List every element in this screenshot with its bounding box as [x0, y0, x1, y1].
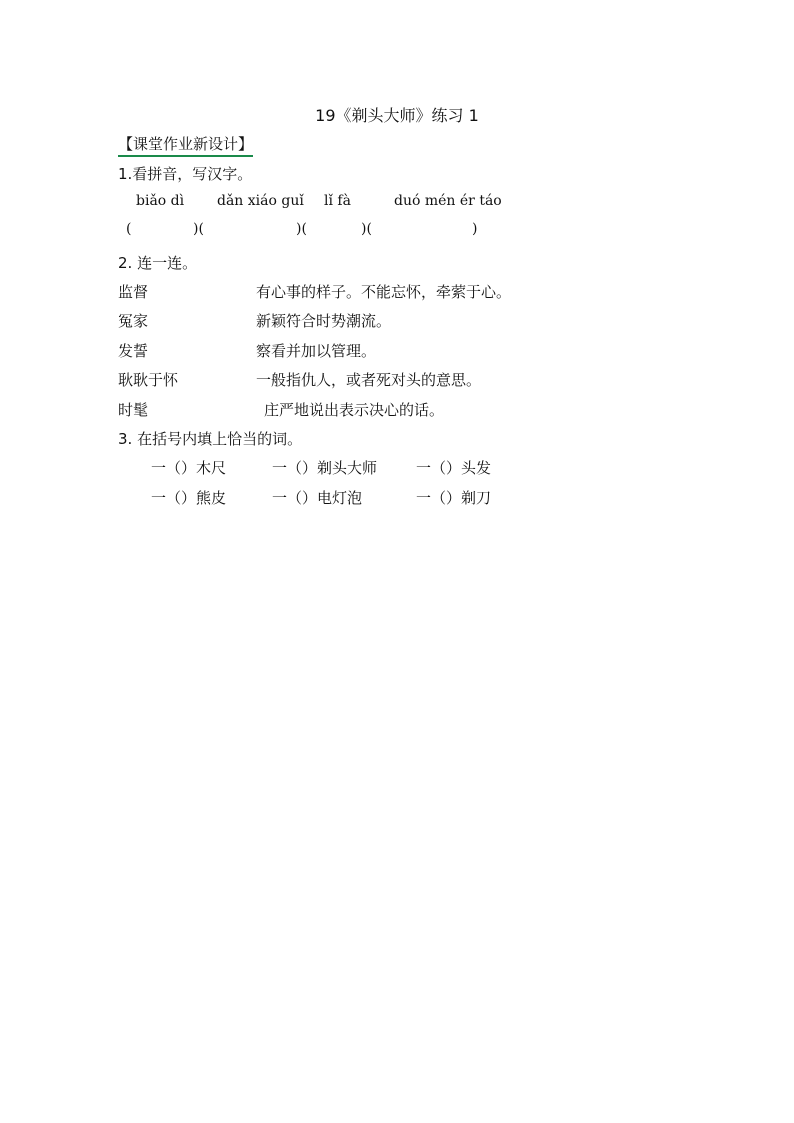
match-right-3: 察看并加以管理。	[256, 342, 377, 360]
fill-item-5: 一（）电灯泡	[272, 489, 363, 507]
match-left-4: 耿耿于怀	[118, 371, 179, 389]
question-2-prompt: 2. 连一连。	[118, 254, 198, 272]
pinyin-3: lǐ fà	[324, 193, 351, 209]
fill-item-3: 一（）头发	[416, 459, 492, 477]
pinyin-4: duó mén ér táo	[394, 193, 502, 209]
answer-bracket-1: )(	[193, 221, 204, 237]
match-right-5: 庄严地说出表示决心的话。	[264, 401, 445, 419]
match-left-5: 时髦	[118, 401, 149, 419]
match-left-2: 冤家	[118, 312, 149, 330]
match-left-1: 监督	[118, 283, 149, 301]
fill-item-4: 一（）熊皮	[151, 489, 227, 507]
question-3-prompt: 3. 在括号内填上恰当的词。	[118, 430, 303, 448]
pinyin-1: biǎo dì	[136, 193, 185, 209]
answer-bracket-3: )(	[361, 221, 372, 237]
fill-item-1: 一（）木尺	[151, 459, 227, 477]
pinyin-2: dǎn xiáo guǐ	[217, 193, 304, 209]
answer-bracket-close: )	[472, 221, 478, 237]
match-right-2: 新颖符合时势潮流。	[256, 312, 392, 330]
match-left-3: 发誓	[118, 342, 149, 360]
match-right-4: 一般指仇人，或者死对头的意思。	[256, 371, 482, 389]
fill-item-6: 一（）剃刀	[416, 489, 492, 507]
section-heading: 【课堂作业新设计】	[118, 133, 253, 157]
answer-bracket-2: )(	[296, 221, 307, 237]
fill-item-2: 一（）剃头大师	[272, 459, 378, 477]
match-right-1: 有心事的样子。不能忘怀，牵萦于心。	[256, 283, 512, 301]
question-1-prompt: 1.看拼音，写汉字。	[118, 165, 253, 183]
answer-bracket-open: (	[126, 221, 132, 237]
page-title: 19《剃头大师》练习 1	[315, 106, 479, 125]
